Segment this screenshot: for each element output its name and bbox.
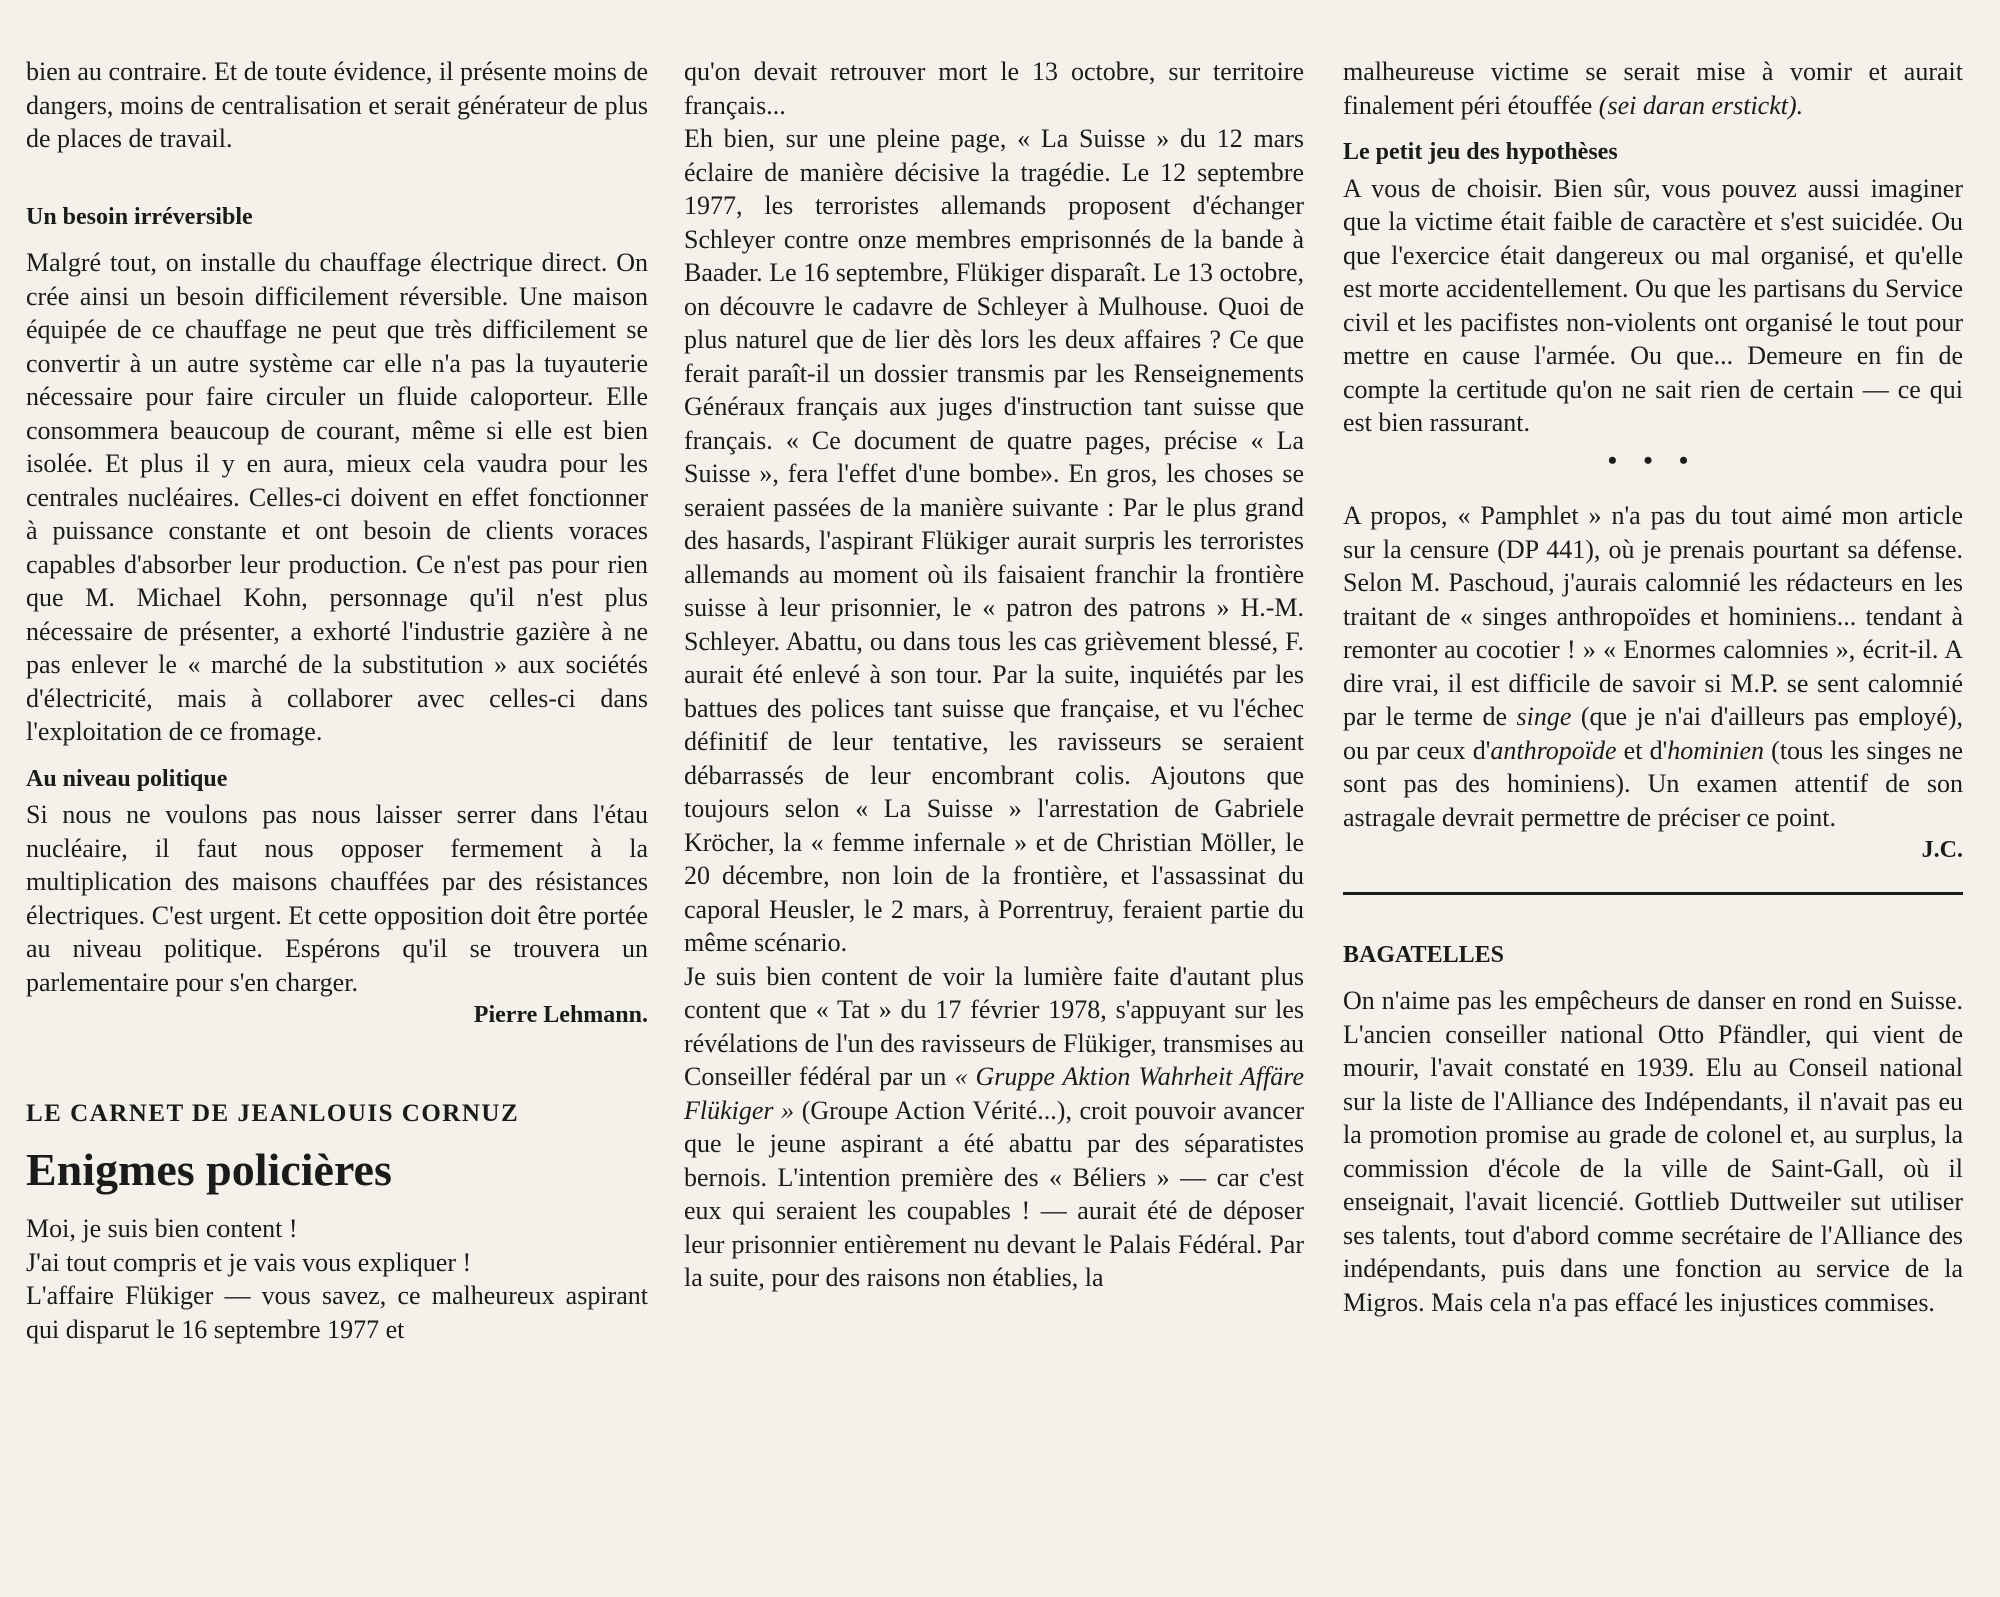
section-separator: • • • [1607,445,1699,475]
signature-jc: J.C. [1921,837,1963,863]
subheading-hypotheses: Le petit jeu des hypothèses [1343,139,1618,165]
paragraph-content: Moi, je suis bien content ! [26,1214,298,1243]
italic-group-name: « Gruppe Aktion Wahrheit Affäre Flükiger » [684,1062,1304,1125]
text-segment: (que je n'ai d'ailleurs pas employé), ou par ceux d' [1343,702,1964,765]
subheading-bagatelles: BAGATELLES [1343,941,1504,968]
paragraph-intro: bien au contraire. Et de toute évidence, il présente moins de dangers, moins de centralisation et serait générateur de plus de places de travail. [26,57,648,153]
signature-lehmann: Pierre Lehmann. [473,1002,648,1028]
paragraph-besoin: Malgré tout, on installe du chauffage électrique direct. On crée ainsi un besoin difficilement réversible. Une maison équipée de ce chauffage ne peut que très difficilement se convertir à un autre système car elle n'a pas la tuyauterie nécessaire pour faire circuler un fluide caloporteur. Elle consommera beaucoup de courant, même si elle est bien isolée. Et plus il y en aura, mieux cela vaudra pour les centrales nucléaires. Celles-ci doivent en effet fonctionner à puissance constante et ont besoin de clients voraces capables d'absorber leur production. Ce n'est pas pour rien que M. Michael Kohn, personnage qu'il n'est plus nécessaire de présenter, a exhorté l'industrie gazière à ne pas enlever le « marché de la substitution » aux sociétés d'électricité, mais à collaborer avec celles-ci dans l'exploitation de ce fromage. [26,248,648,746]
paragraph-bagatelles: On n'aime pas les empêcheurs de danser en rond en Suisse. L'ancien conseiller national Otto Pfändler, qui vient de mourir, l'avait constaté en 1939. Elu au Conseil national sur la liste de l'Alliance des Indépendants, il n'avait pas eu la promotion promise au grade de colonel et, au surplus, la commission d'école de la ville de Saint-Gall, où il enseignait, l'avait licencié. Gottlieb Duttweiler sut utiliser ses talents, tout d'abord comme secrétaire de l'Alliance des indépendants, puis dans une fonction au service de la Migros. Mais cela n'a pas effacé les injustices commises. [1343,986,1963,1317]
italic-german-phrase: (sei daran erstickt). [1598,90,1804,120]
paragraph-hypotheses: A vous de choisir. Bien sûr, vous pouvez aussi imaginer que la victime était faible de caractère et s'est suicidée. Ou que l'exercice était dangereux ou mal organisé, et qu'elle est morte accidentellement. Ou que les partisans du Service civil et les pacifistes non-violents ont organisé le tout pour mettre en cause l'armée. Ou que... Demeure en fin de compte la certitude qu'on ne sait rien de certain — ce qui est bien rassurant. [1343,173,1963,437]
text-segment: (tous les singes ne sont pas des hominiens). Un examen attentif de son astragale devrait permettre de préciser ce point. [1343,735,1964,832]
article-headline: Enigmes policières [26,1144,392,1195]
paragraph-compris: J'ai tout compris et je vais vous expliquer ! [26,1247,472,1277]
italic-word-singe: singe [1516,702,1572,731]
text-segment: A propos, « Pamphlet » n'a pas du tout aimé mon article sur la censure (DP 441), où je prenais pourtant sa défense. Selon M. Paschoud, j'aurais calomnié les rédacteurs en les traitant de « singes anthropoïdes et hominiens... tendant à remonter au cocotier ! » « Enormes calomnies », écrit-il. A dire vrai, il est difficile de savoir si M.P. se sent calomnié par le terme de [1343,501,1963,731]
paragraph-eh-bien: Eh bien, sur une pleine page, « La Suisse » du 12 mars éclaire de manière décisive la tragédie. Le 12 septembre 1977, les terroristes allemands proposent d'échanger Schleyer contre onze membres emprisonnés de la bande à Baader. Le 16 septembre, Flükiger disparaît. Le 13 octobre, on découvre le cadavre de Schleyer à Mulhouse. Quoi de plus naturel que de lier dès lors les deux affaires ? Ce que ferait paraît-il un dossier transmis par les Renseignements Généraux français aux juges d'instruction tant suisse que français. « Ce document de quatre pages, précise « La Suisse », fera l'effet d'une bombe». En gros, les choses se seraient passées de la manière suivante : Par le plus grand des hasards, l'aspirant Flükiger aurait surpris les terroristes allemands au moment où ils faisaient franchir la frontière suisse à leur prisonnier, le « patron des patrons » H.-M. Schleyer. Abattu, ou dans tous les cas grièvement blessé, F. aurait été enlevé à son tour. Par la suite, inquiétés par les battues des polices tant suisse que française, et vu l'échec définitif de leur tentative, les ravisseurs se seraient débarrassés de leur encombrant colis. Ajoutons que toujours selon « La Suisse » l'arrestation de Gabriele Kröcher, la « femme infernale » et de Christian Möller, le 20 décembre, non loin de la frontière, et l'assassinat du caporal Heusler, le 2 mars, à Porrentruy, feraient partie du même scénario. [684,124,1304,957]
text-segment: et d' [1623,735,1668,765]
column-left [26,55,648,1346]
paragraph-politique: Si nous ne voulons pas nous laisser serrer dans l'étau nucléaire, il faut nous opposer fermement à la multiplication des maisons chauffées par des résistances électriques. C'est urgent. Et cette opposition doit être portée au niveau politique. Espérons qu'il se trouvera un parlementaire pour s'en charger. [26,800,648,997]
paragraph-pamphlet [1343,499,1963,834]
italic-word-hominien: hominien [1667,735,1765,765]
text-segment: Je suis bien content de voir la lumière faite d'autant plus content que « Tat » du 17 février 1978, s'appuyant sur les révélations de l'un des ravisseurs de Flükiger, transmises au Conseiller fédéral par un [684,961,1304,1091]
column-middle [684,55,1304,1295]
text-segment: malheureuse victime se serait mise à vomir et aurait finalement péri étouffée [1343,57,1963,120]
paragraph-victime [1343,55,1963,122]
column-right [1343,55,1963,1319]
paragraph-mort: qu'on devait retrouver mort le 13 octobre, sur territoire français... [684,57,1304,120]
paragraph-je-suis-content [684,960,1304,1295]
horizontal-rule [1343,892,1963,895]
paragraph-affaire: L'affaire Flükiger — vous savez, ce malheureux aspirant qui disparut le 16 septembre 1977 et [26,1281,648,1344]
text-segment: (Groupe Action Vérité...), croit pouvoir avancer que le jeune aspirant a été abattu par des séparatistes bernois. L'intention première des « Béliers » — car c'est eux qui seraient les coupables ! — aurait été de déposer leur prisonnier entièrement nu devant le Palais Fédéral. Par la suite, pour des raisons non établies, la [684,1095,1305,1292]
subheading-besoin: Un besoin irréversible [26,203,253,230]
subheading-politique: Au niveau politique [26,765,228,792]
italic-word-anthropoide: anthropoïde [1490,735,1617,765]
rubric-carnet: LE CARNET DE JEANLOUIS CORNUZ [26,1099,520,1127]
